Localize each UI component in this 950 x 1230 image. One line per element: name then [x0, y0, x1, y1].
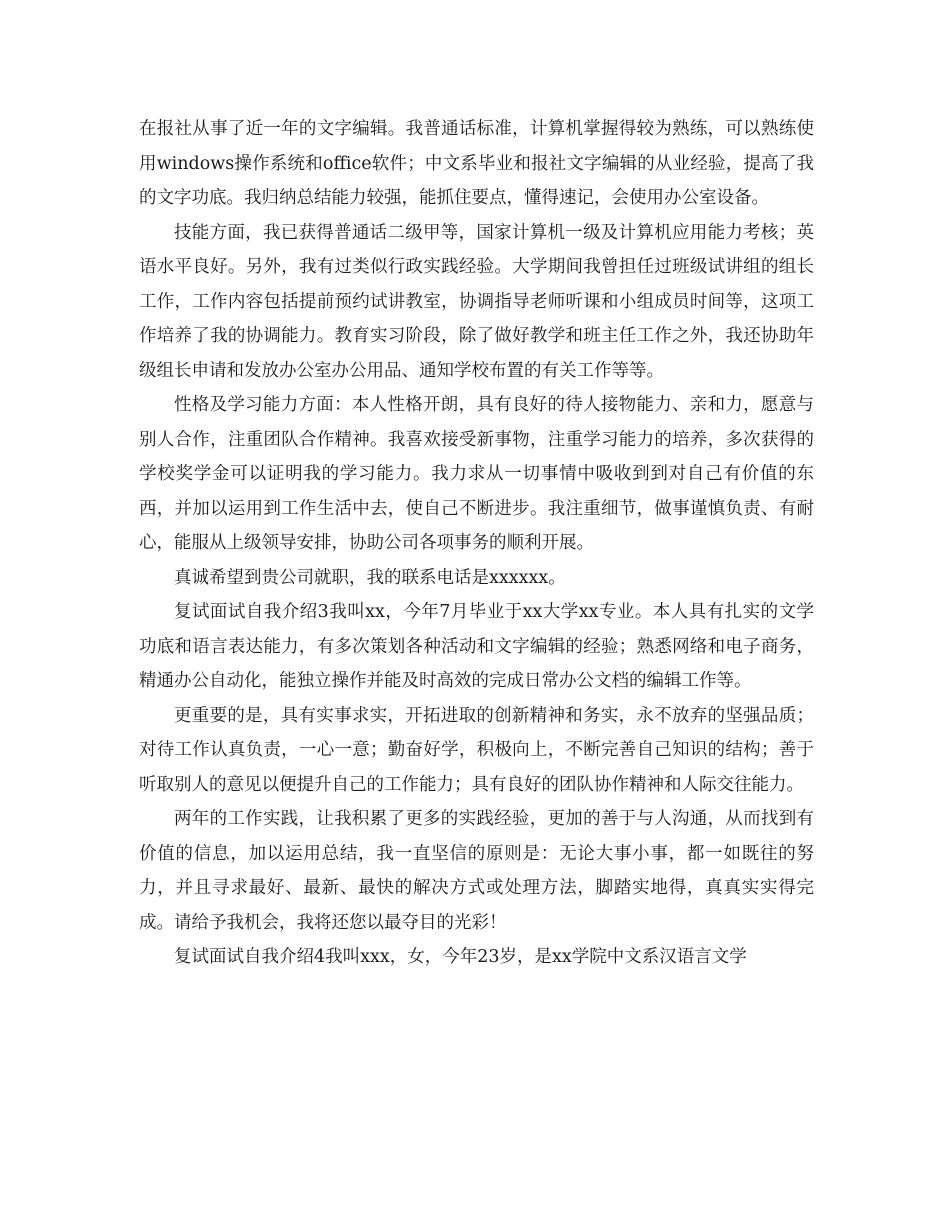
paragraph-contact: 真诚希望到贵公司就职，我的联系电话是xxxxxx。	[174, 567, 566, 588]
paragraph-continuation: 在报社从事了近一年的文字编辑。我普通话标准，计算机掌握得较为熟练，可以熟练使用windows操作系统和office软件；中文系毕业和报社文字编辑的从业经验，提高了我的文字功底。我归纳总结能力较强，能抓住要点，懂得速记，会使用办公室设备。	[139, 119, 814, 208]
paragraph-intro-4: 复试面试自我介绍4我叫xxx，女，今年23岁，是xx学院中文系汉语言文学	[174, 947, 747, 967]
paragraph-qualities: 更重要的是，具有实事求实，开拓进取的创新精神和务实，永不放弃的坚强品质；对待工作认真负责，一心一意；勤奋好学，积极向上，不断完善自己知识的结构；善于听取别人的意见以便提升自己的工作能力；具有良好的团队协作精神和人际交往能力。	[139, 705, 814, 795]
document-body	[139, 112, 814, 975]
paragraph-skills: 技能方面，我已获得普通话二级甲等，国家计算机一级及计算机应用能力考核；英语水平良好。另外，我有过类似行政实践经验。大学期间我曾担任过班级试讲组的组长工作，工作内容包括提前预约试讲教室，协调指导老师听课和小组成员时间等，这项工作培养了我的协调能力。教育实习阶段，除了做好教学和班主任工作之外，我还协助年级组长申请和发放办公室办公用品、通知学校布置的有关工作等等。	[139, 222, 814, 381]
paragraph-intro-3: 复试面试自我介绍3我叫xx，今年7月毕业于xx大学xx专业。本人具有扎实的文学功底和语言表达能力，有多次策划各种活动和文字编辑的经验；熟悉网络和电子商务，精通办公自动化，能独立操作并能及时高效的完成日常办公文档的编辑工作等。	[139, 602, 814, 691]
paragraph-experience: 两年的工作实践，让我积累了更多的实践经验，更加的善于与人沟通，从而找到有价值的信息，加以运用总结，我一直坚信的原则是：无论大事小事，都一如既往的努力，并且寻求最好、最新、最快的解决方式或处理方法，脚踏实地得，真真实实得完成。请给予我机会，我将还您以最夺目的光彩！	[139, 809, 814, 933]
paragraph-personality: 性格及学习能力方面：本人性格开朗，具有良好的待人接物能力、亲和力，愿意与别人合作，注重团队合作精神。我喜欢接受新事物，注重学习能力的培养，多次获得的学校奖学金可以证明我的学习能力。我力求从一切事情中吸收到到对自己有价值的东西，并加以运用到工作生活中去，使自己不断进步。我注重细节，做事谨慎负责、有耐心，能服从上级领导安排，协助公司各项事务的顺利开展。	[139, 395, 814, 553]
